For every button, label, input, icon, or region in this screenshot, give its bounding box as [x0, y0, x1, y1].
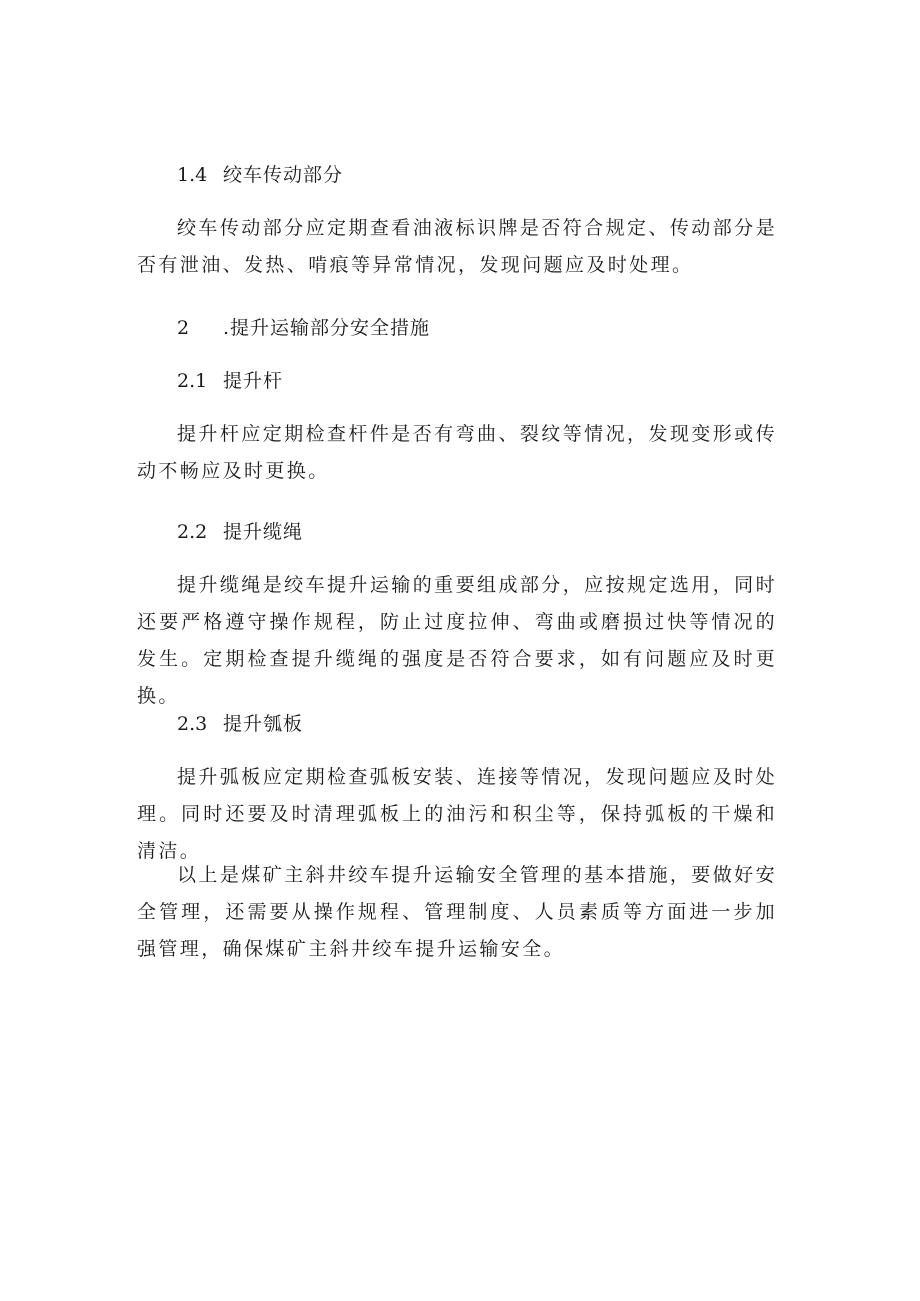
- section-number: 1.4: [177, 164, 208, 186]
- section-heading-2: [177, 316, 430, 340]
- section-heading-2-1: [177, 369, 283, 393]
- section-heading-2-2: [177, 520, 303, 544]
- section-number: 2.1: [177, 370, 208, 392]
- section-title: 提升瓠板: [223, 713, 304, 735]
- section-number: 2.2: [177, 521, 208, 543]
- section-title: .提升运输部分安全措施: [223, 317, 431, 339]
- paragraph-lifting-rod: 提升杆应定期检查杆件是否有弯曲、裂纹等情况，发现变形或传动不畅应及时更换。: [137, 423, 777, 482]
- paragraph-winch-transmission: 绞车传动部分应定期查看油液标识牌是否符合规定、传动部分是否有泄油、发热、啃痕等异常情况，发现问题应及时处理。: [137, 217, 777, 276]
- section-number: 2.3: [177, 713, 208, 735]
- paragraph-conclusion: 以上是煤矿主斜井绞车提升运输安全管理的基本措施，要做好安全管理，还需要从操作规程、管理制度、人员素质等方面进一步加强管理，确保煤矿主斜井绞车提升运输安全。: [137, 864, 777, 960]
- paragraph-lifting-cable: 提升缆绳是绞车提升运输的重要组成部分，应按规定选用，同时还要严格遵守操作规程，防止过度拉伸、弯曲或磨损过快等情况的发生。定期检查提升缆绳的强度是否符合要求，如有问题应及时更换。: [137, 574, 777, 707]
- section-heading-2-3: [177, 712, 303, 736]
- section-number: 2: [177, 317, 190, 339]
- section-heading-1-4: [177, 163, 343, 187]
- section-title: 提升缆绳: [223, 521, 304, 543]
- paragraph-lifting-arc-plate: 提升弧板应定期检查弧板安装、连接等情况，发现问题应及时处理。同时还要及时清理弧板上的油污和积尘等，保持弧板的干燥和清洁。: [137, 766, 777, 862]
- section-title: 提升杆: [223, 370, 284, 392]
- section-title: 绞车传动部分: [223, 164, 344, 186]
